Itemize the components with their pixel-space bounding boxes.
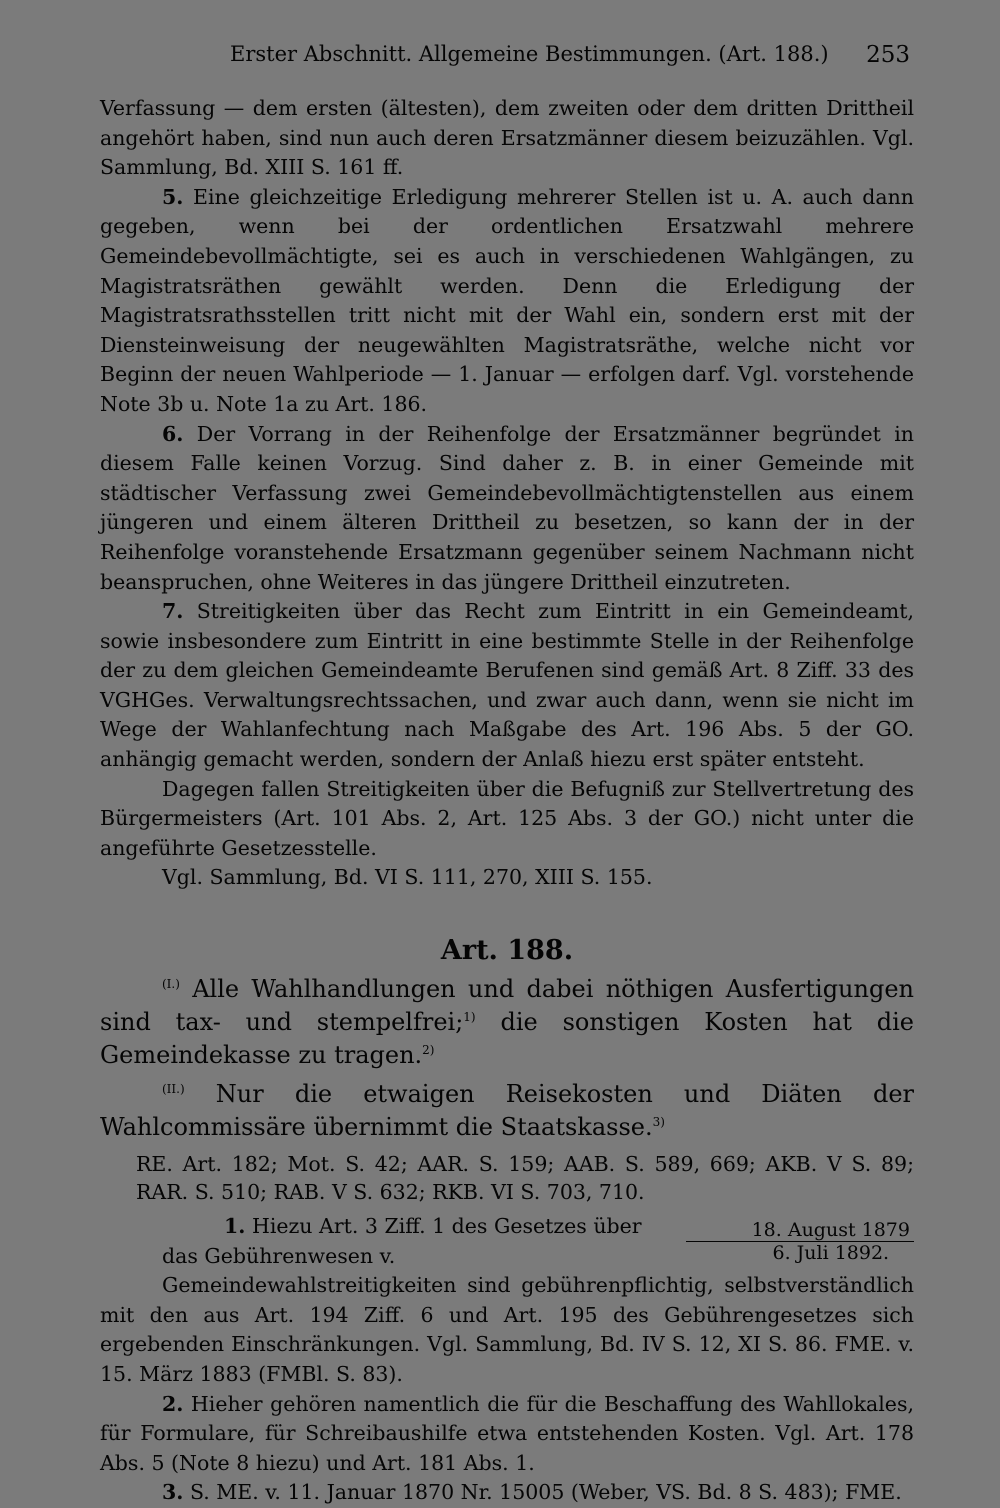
note-6 <box>100 420 914 598</box>
article-references: RE. Art. 182; Mot. S. 42; AAR. S. 159; AAB. S. 589, 669; AKB. V S. 89; RAR. S. 510; RAB. V S. 632; RKB. VI S. 703, 710. <box>136 1152 914 1205</box>
note-1-lead-text-wrap <box>100 1212 676 1271</box>
note-1-number: 1. <box>224 1214 246 1239</box>
running-title: Erster Abschnitt. Allgemeine Bestimmungen. (Art. 188.) <box>230 42 829 66</box>
page-body <box>100 94 914 1508</box>
paragraph-2-text: Nur die etwaigen Reisekosten und Diäten der Wahlcommissäre übernimmt die Staatskasse. <box>100 1080 914 1142</box>
note-7 <box>100 597 914 775</box>
note-5-number: 5. <box>162 184 184 209</box>
note-1-text: Hiezu Art. 3 Ziff. 1 des Gesetzes über das Gebührenwesen v. <box>162 1214 642 1268</box>
article-title: Art. 188. <box>440 935 574 967</box>
note-7-paragraph-3: Vgl. Sammlung, Bd. VI S. 111, 270, XIII S. 155. <box>162 865 653 890</box>
note-7-number: 7. <box>162 599 184 624</box>
note-7-text: Streitigkeiten über das Recht zum Eintritt in ein Gemeindeamt, sowie insbesondere zum Eintritt in eine bestimmte Stelle in der Reihenfolge der zu dem gleichen Gemeindeamte Berufenen sind gemäß Art. 8 Ziff. 33 des VGHGes. Verwaltungsrechtssachen, und zwar auch dann, wenn sie nicht im Wege der Wahlanfechtung nach Maßgabe des Art. 196 Abs. 5 der GO. anhängig gemacht werden, sondern der Anlaß hiezu erst später entsteht. <box>100 599 914 772</box>
note-2-text: Hieher gehören namentlich die für die Beschaffung des Wahllokales, für Formulare, für Schreibaushilfe etwa entstehenden Kosten. Vgl. Art. 178 Abs. 5 (Note 8 hiezu) und Art. 181 Abs. 1. <box>100 1391 914 1475</box>
note-3-text: S. ME. v. 11. Januar 1870 Nr. 15005 (Weber, VS. Bd. 8 S. 483); FME. <box>189 1480 902 1505</box>
article-paragraph-2 <box>100 1078 914 1144</box>
paragraph-1-text-b: die sonstigen Kosten hat die Gemeindekasse zu tragen. <box>100 1008 914 1070</box>
date-fraction <box>686 1219 914 1264</box>
article-paragraph-1 <box>100 973 914 1072</box>
fraction-top: 18. August 1879 <box>686 1219 914 1242</box>
page-number: 253 <box>866 42 910 68</box>
footnote-ref-3: 3) <box>652 1115 665 1130</box>
note-3-number: 3. <box>162 1480 184 1505</box>
paragraph-1-mark: (I.) <box>162 977 180 992</box>
paragraph-1-text-a: Alle Wahlhandlungen und dabei nöthigen Ausfertigungen sind tax- und stempelfrei; <box>100 975 914 1037</box>
note-6-text: Der Vorrang in der Reihenfolge der Ersatzmänner begründet in diesem Falle keinen Vorzug. Sind daher z. B. in einer Gemeinde mit städtischer Verfassung zwei Gemeindebevollmächtigtenstellen aus einem jüngeren und einem älteren Drittheil zu besetzen, so kann der in der Reihenfolge voranstehende Ersatzmann gegenüber seinem Nachmann nicht beanspruchen, ohne Weiteres in das jüngere Drittheil einzutreten. <box>100 421 914 594</box>
paragraph-2-mark: (II.) <box>162 1082 185 1097</box>
note-2-number: 2. <box>162 1391 184 1416</box>
fraction-bottom: 6. Juli 1892. <box>772 1242 890 1265</box>
note-2 <box>100 1390 914 1479</box>
note-7-paragraph-2: Dagegen fallen Streitigkeiten über die Befugniß zur Stellvertretung des Bürgermeisters (Art. 101 Abs. 2, Art. 125 Abs. 3 der GO.) nicht unter die angeführte Gesetzesstelle. <box>100 776 914 860</box>
footnote-ref-2: 2) <box>422 1043 435 1058</box>
note-1-paragraph-2: Gemeindewahlstreitigkeiten sind gebührenpflichtig, selbstverständlich mit den aus Art. 194 Ziff. 6 und Art. 195 des Gebührengesetzes sich ergebenden Einschränkungen. Vgl. Sammlung, Bd. IV S. 12, XI S. 86. FME. v. 15. März 1883 (FMBl. S. 83). <box>100 1273 914 1386</box>
note-5 <box>100 183 914 420</box>
note-continuation: Verfassung — dem ersten (ältesten), dem zweiten oder dem dritten Drittheil angehört haben, sind nun auch deren Ersatzmänner diesem beizuzählen. Vgl. Sammlung, Bd. XIII S. 161 ff. <box>100 96 914 180</box>
footnote-ref-1: 1) <box>463 1010 476 1025</box>
note-6-number: 6. <box>162 421 184 446</box>
note-3 <box>100 1478 914 1508</box>
note-1-lead <box>100 1212 914 1271</box>
note-5-text: Eine gleichzeitige Erledigung mehrerer Stellen ist u. A. auch dann gegeben, wenn bei der ordentlichen Ersatzwahl mehrere Gemeindebevollmächtigte, sei es auch in verschiedenen Wahlgängen, zu Magistratsräthen gewählt werden. Denn die Erledigung der Magistratsrathsstellen tritt nicht mit der Wahl ein, sondern erst mit der Diensteinweisung der neugewählten Magistratsräthe, welche nicht vor Beginn der neuen Wahlperiode — 1. Januar — erfolgen darf. Vgl. vorstehende Note 3b u. Note 1a zu Art. 186. <box>100 184 914 416</box>
